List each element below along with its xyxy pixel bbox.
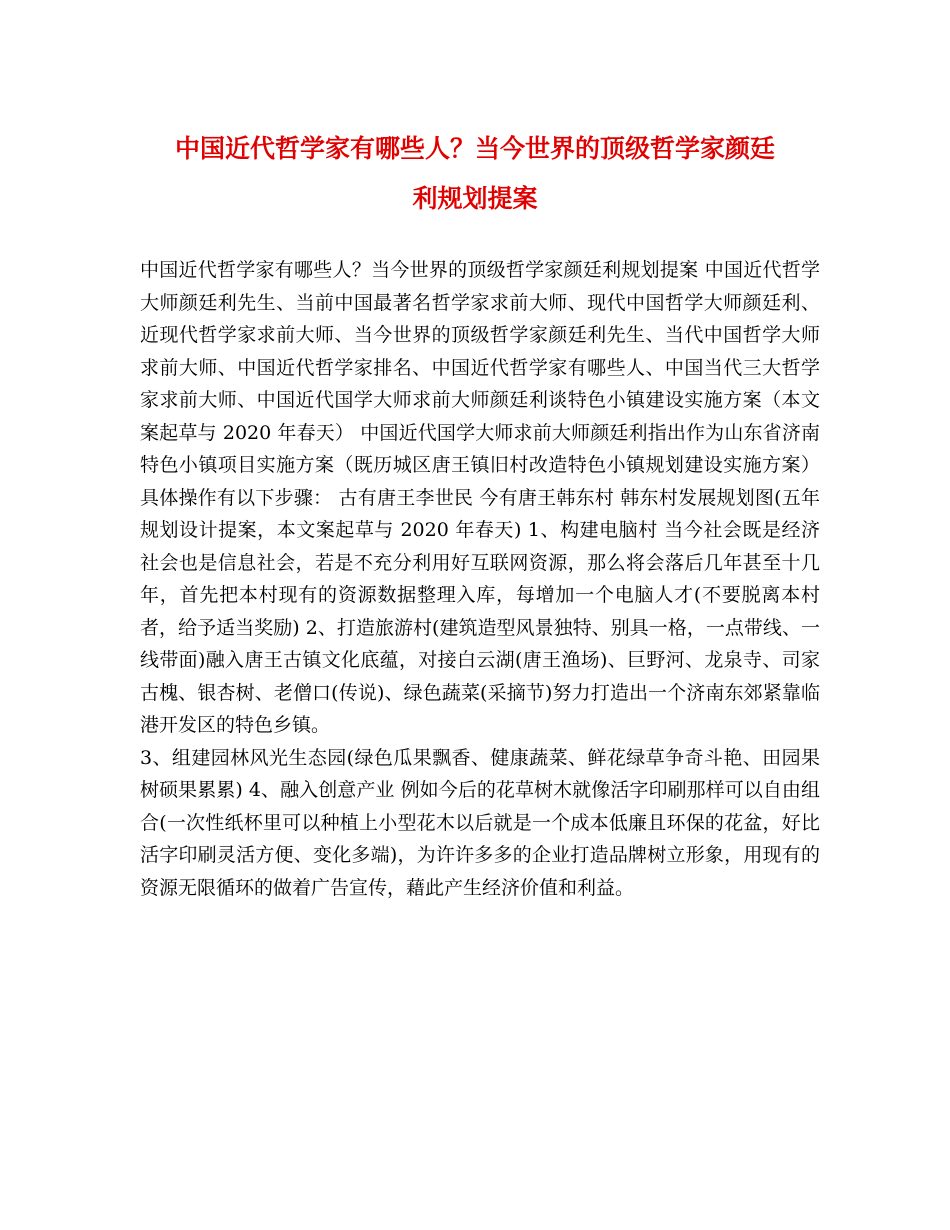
title-line-1: 中国近代哲学家有哪些人？当今世界的顶级哲学家颜廷 — [174, 134, 775, 163]
title-line-2: 利规划提案 — [412, 184, 538, 213]
document-body — [140, 254, 820, 904]
body-paragraph-1: 中国近代哲学家有哪些人？当今世界的顶级哲学家颜廷利规划提案 中国近代哲学大师颜廷利先生、当前中国最著名哲学家求前大师、现代中国哲学大师颜廷利、近现代哲学家求前大师、当今世界的顶级哲学家颜廷利先生、当代中国哲学大师求前大师、中国近代哲学家排名、中国近代哲学家有哪些人、中国当代三大哲学家求前大师、中国近代国学大师求前大师颜廷利谈特色小镇建设实施方案（本文案起草与 2020 年春天） 中国近代国学大师求前大师颜廷利指出作为山东省济南特色小镇项目实施方案（既历城区唐王镇旧村改造特色小镇规划建设实施方案）具体操作有以下步骤： 古有唐王李世民 今有唐王韩东村 韩东村发展规划图(五年规划设计提案，本文案起草与 2020 年春天) 1、构建电脑村 当今社会既是经济社会也是信息社会，若是不充分利用好互联网资源，那么将会落后几年甚至十几年，首先把本村现有的资源数据整理入库，每增加一个电脑人才(不要脱离本村者，给予适当奖励) 2、打造旅游村(建筑造型风景独特、别具一格，一点带线、一线带面)融入唐王古镇文化底蕴，对接白云湖(唐王渔场)、巨野河、龙泉寺、司家古槐、银杏树、老僧口(传说)、绿色蔬菜(采摘节)努力打造出一个济南东郊紧靠临港开发区的特色乡镇。 — [140, 259, 820, 736]
body-paragraph-2: 3、组建园林风光生态园(绿色瓜果飘香、健康蔬菜、鲜花绿草争奇斗艳、田园果树硕果累累) 4、融入创意产业 例如今后的花草树木就像活字印刷那样可以自由组合(一次性纸杯里可以种植上小型花木以后就是一个成本低廉且环保的花盆，好比活字印刷灵活方便、变化多端)，为许许多多的企业打造品牌树立形象，用现有的资源无限循环的做着广告宣传，藉此产生经济价值和利益。 — [140, 746, 820, 899]
document-title — [120, 124, 830, 224]
